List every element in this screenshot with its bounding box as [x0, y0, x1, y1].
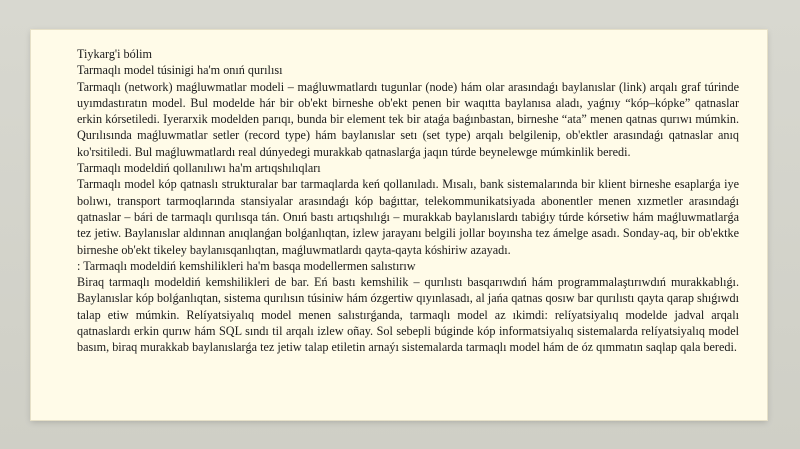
section-heading-usage: Tarmaqlı modeldiń qollanılıwı ha'm artıqshılıqları [77, 161, 321, 176]
section-body-drawbacks: Biraq tarmaqlı modeldiń kemshilikleri de bar. Eń bastı kemshilik – qurılıstı basqarıwdıń hám programmalaştırıwdıń murakkablıǵı. Baylanıslar kóp bolǵanlıqtan, sistema qurılısın túsiniw hám ózgertiw qıyınlasadı, al jańa qatnas qosıw bar qurılıstı qayta qarap shıǵıwdı talap etiw múmkin. Relíyatsiyalıq model menen salıstırǵanda, tarmaqlı model az ıkimdi: relíyatsiyalıq modelde jadval arqalı qatnaslardı erkin qurıw hám SQL sındı til arqalı izlew oñay. Sol sebepli búginde kóp informatsiyalıq sistemalarda relíyatsiyalıq model basım, biraq murakkab baylanıslarǵa tez jetiw talap etiletin arnaýı sistemalarda tarmaqlı model hám de óz qımmatın saqlap qala beredi. [77, 275, 739, 355]
section-heading-drawbacks: : Tarmaqlı modeldiń kemshilikleri ha'm basqa modellermen salıstırıw [77, 258, 416, 273]
section-body-structure: Tarmaqlı (network) maǵluwmatlar modeli – maǵluwmatlardı tugunlar (node) hám olar arasındaǵı baylanıslar (link) arqalı graf túrinde uyımdastıratın model. Bul modelde hár bir ob'ekt birneshe ob'ekt penen bir waqıtta baylanısa aladı, yaǵnıy “kóp–kópke” qatnaslar erkin kórsetiledi. Iyerarxik modelden parıqı, bunda bir element tek bir ataǵa baǵınbastan, birneshe “ata” menen qatnas qurıwı múmkin. Qurılısında maǵluwmatlar setler (record type) hám baylanıslar setı (set type) arqalı belgilenip, ob'ektler arasındaǵı qatnaslar anıq ko'rsitiledi. Bul maǵluwmatlardı real dúnyedegi murakkab qatnaslarǵa jaqın túrde beynelewge múmkinlik beredi. [77, 79, 739, 159]
section-body-usage: Tarmaqlı model kóp qatnaslı strukturalar bar tarmaqlarda keń qollanıladı. Mısalı, bank sistemalarında bir klient birneshe esaplarǵa iye bolıwı, transport tarmoqlarında stansiyalar arasındaǵı kóp baǵıttar, telekommunikatsiyada abonentler menen xızmetler arasındaǵı qatnaslar – bári de tarmaqlı qurılısqa tán. Onıń bastı artıqshılıǵı – murakkab baylanıslardı tabiǵıy túrde kórsetiw hám maǵluwmatlarǵa tez jetiw. Baylanıslar aldınnan anıqlanǵan bolǵanlıqtan, izlew jarayanı belgili jollar boyınsha tez ámelge asadı. Sonday-aq, bir ob'ektke birneshe ob'ekt tikeley baylanısqanlıqtan, maǵluwmatlardı qayta-qayta kóshiriw azayadı. [77, 177, 739, 257]
section-heading-structure: Tarmaqlı model túsinigi ha'm onıń qurılısı [77, 63, 283, 78]
document-title: Tiykarg'i bólim [77, 47, 152, 61]
document-body [77, 46, 739, 356]
document-card [31, 30, 767, 420]
